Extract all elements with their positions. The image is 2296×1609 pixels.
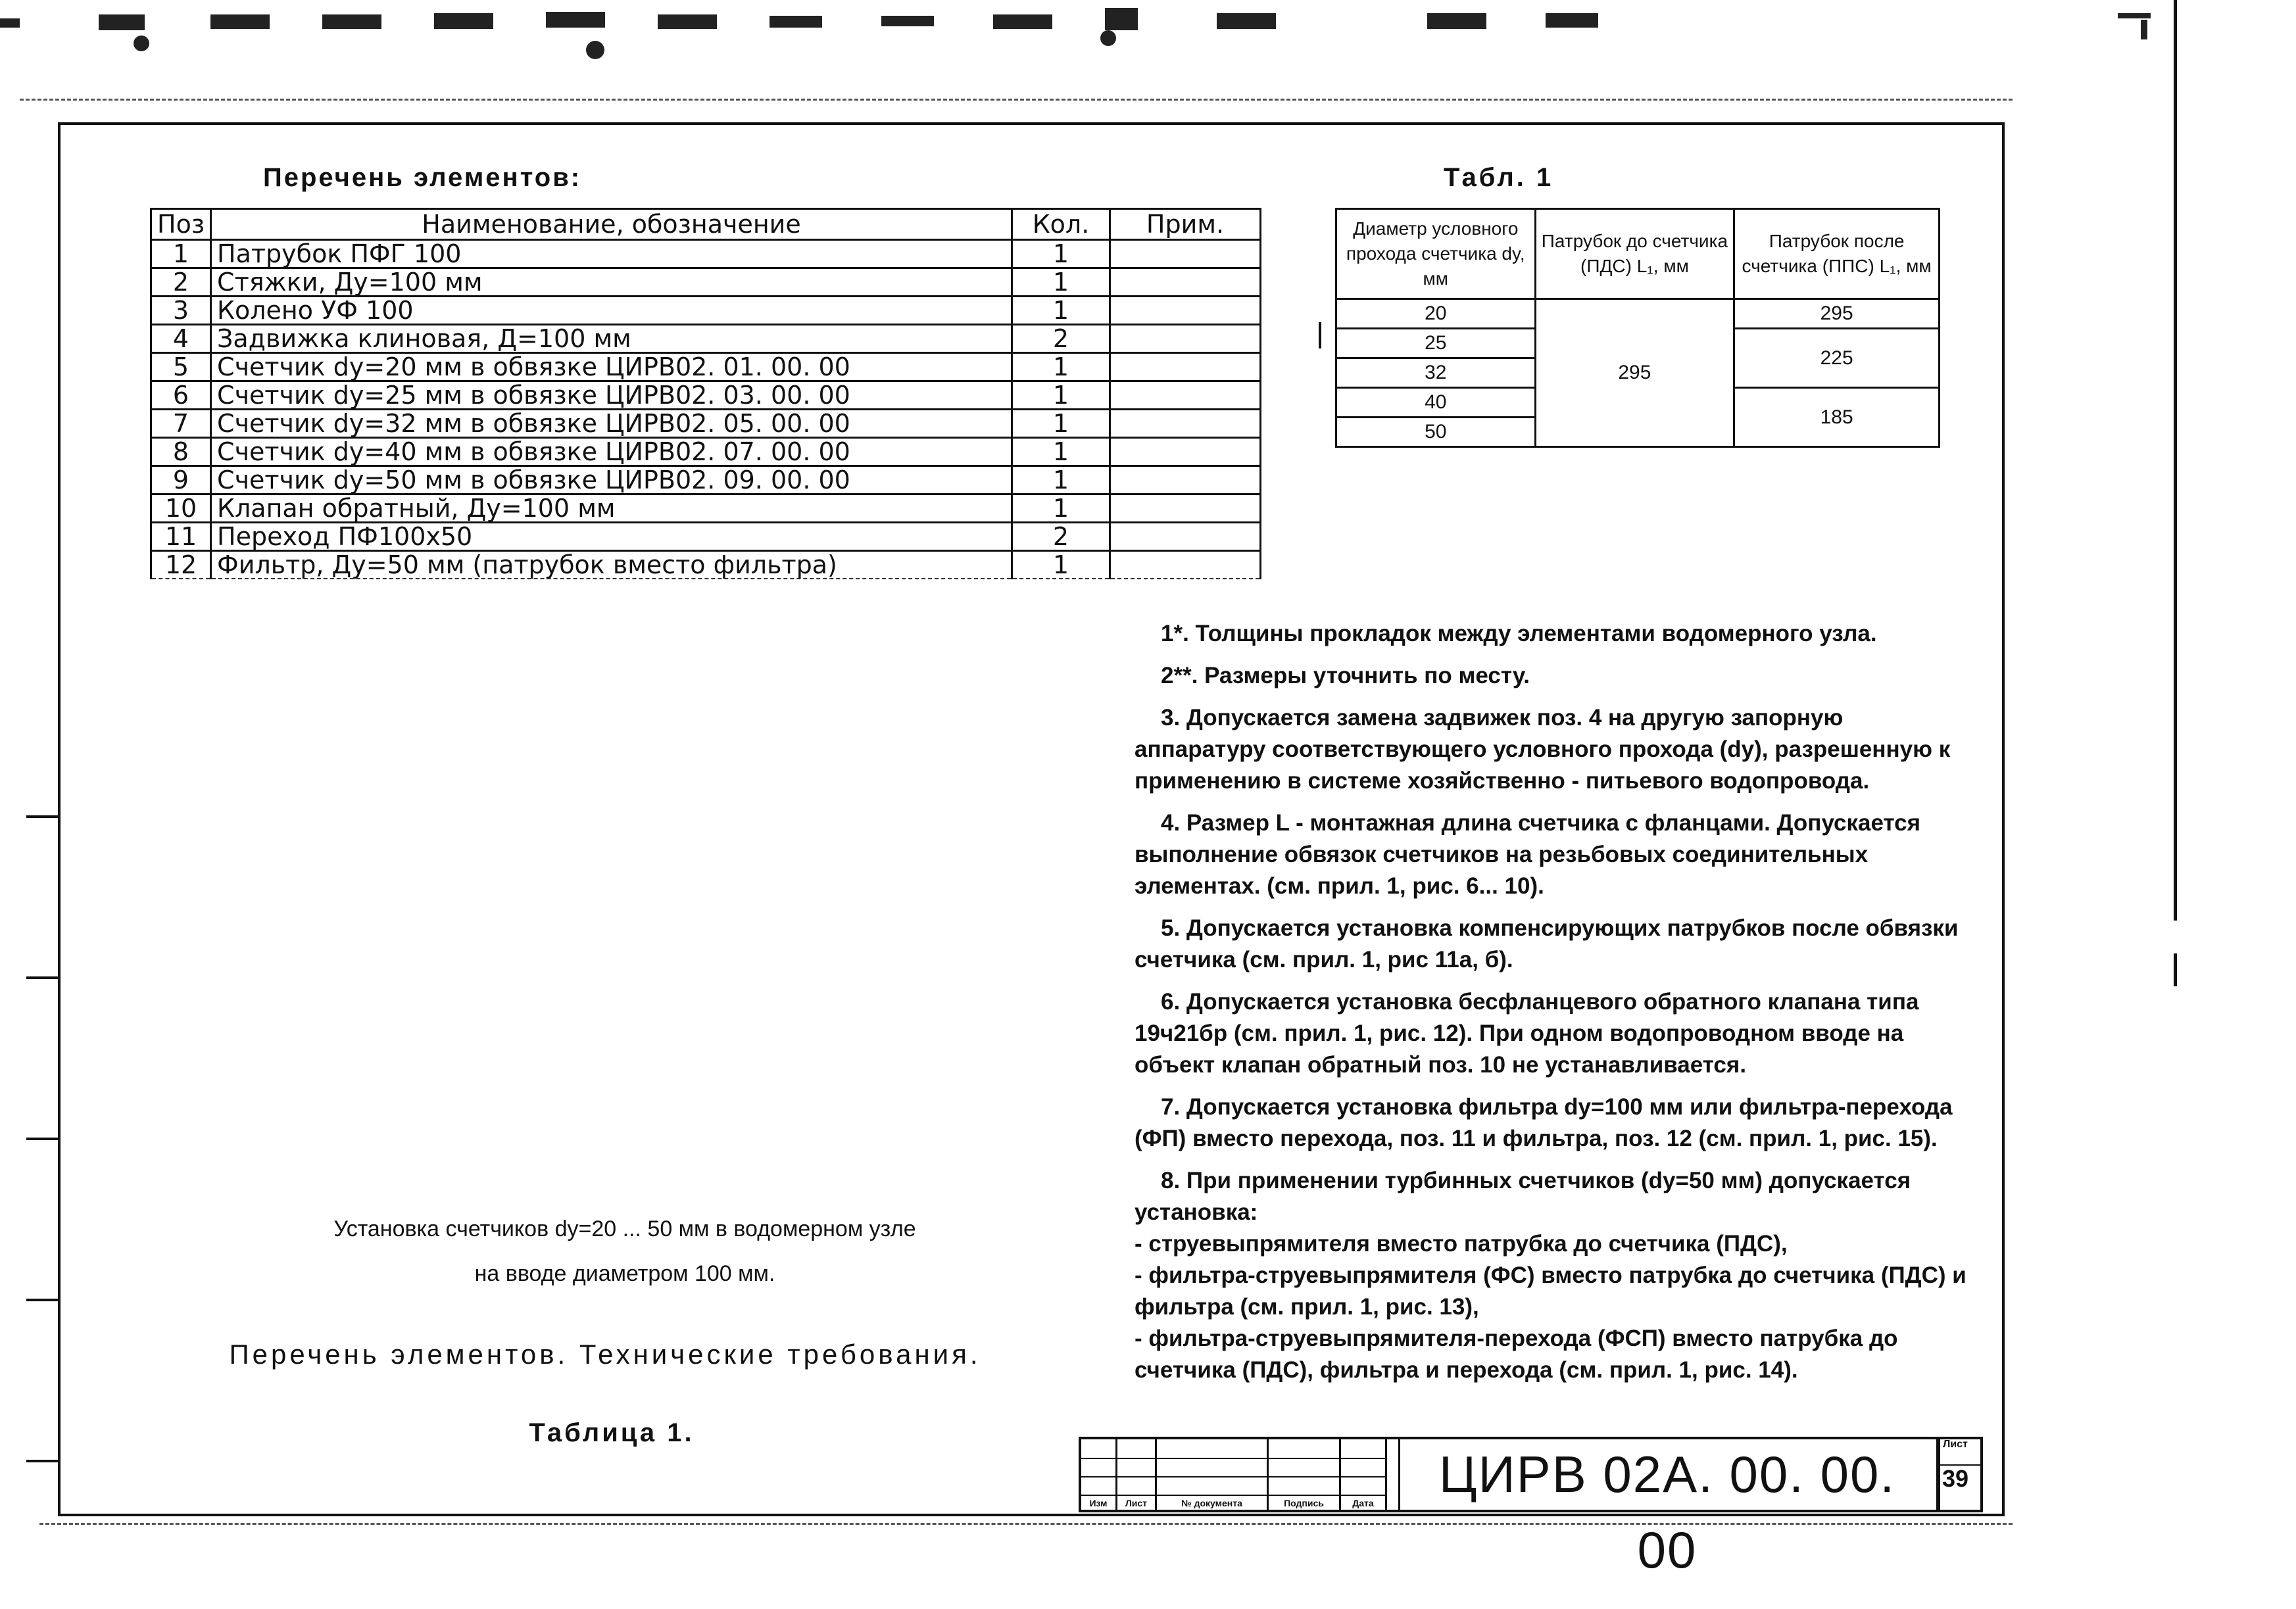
row-name: Счетчик dy=40 мм в обвязке ЦИРВ02. 07. 00. 00 [211, 438, 1012, 466]
col-qty-header: Кол. [1012, 209, 1110, 240]
table1-diameter-cell: 20 [1336, 299, 1536, 329]
sheet-label: Лист [1943, 1439, 1968, 1450]
row-name: Фильтр, Ду=50 мм (патрубок вместо фильтра) [211, 551, 1012, 579]
row-note [1110, 438, 1261, 466]
row-qty: 1 [1012, 297, 1110, 325]
row-qty: 1 [1012, 381, 1110, 410]
scan-dashed-line [20, 99, 2013, 101]
note-item: 3. Допускается замена задвижек поз. 4 на другую запорную аппаратуру соответствующего условного прохода (dy), разрешенную к применению в системе хозяйственно - питьевого водопровода. [1135, 705, 1951, 794]
table1-header-pds: Патрубок до счетчика (ПДС) L₁, мм [1535, 209, 1734, 299]
row-qty: 1 [1012, 438, 1110, 466]
elements-table [150, 208, 1261, 579]
row-name: Клапан обратный, Ду=100 мм [211, 494, 1012, 523]
row-qty: 2 [1012, 325, 1110, 353]
stamp-col [1081, 1439, 1117, 1510]
note-item: 8. При применении турбинных счетчиков (dy=50 мм) допускается установка: [1135, 1168, 1911, 1225]
row-note [1110, 466, 1261, 494]
note-subitem: - фильтра-струевыпрямителя (ФС) вместо патрубка до счетчика (ПДС) и фильтра (см. прил. 1, рис. 13), [1135, 1262, 1966, 1320]
caption-line: Установка счетчиков dy=20 ... 50 мм в водомерном узле [333, 1216, 916, 1241]
note-item: 4. Размер L - монтажная длина счетчика с фланцами. Допускается выполнение обвязок счетчиков на резьбовых соединительных элементах. (см. прил. 1, рис. 6... 10). [1135, 810, 1921, 899]
table-row [151, 240, 1261, 268]
row-name: Счетчик dy=50 мм в обвязке ЦИРВ02. 09. 00. 00 [211, 466, 1012, 494]
stamp-label: Дата [1352, 1498, 1374, 1508]
binding-tick [26, 1460, 58, 1462]
row-note [1110, 353, 1261, 381]
table1-pps-cell: 225 [1734, 329, 1940, 388]
table1-diameter-cell: 25 [1336, 329, 1536, 358]
table1-diameter-cell: 50 [1336, 418, 1536, 447]
row-name: Счетчик dy=25 мм в обвязке ЦИРВ02. 03. 00. 00 [211, 381, 1012, 410]
table-row [151, 268, 1261, 297]
table1-diameter-cell: 32 [1336, 358, 1536, 388]
document-code: ЦИРВ 02А. 00. 00. 00 [1438, 1445, 1896, 1579]
row-pos: 12 [151, 551, 211, 579]
row-qty: 1 [1012, 551, 1110, 579]
table-row [151, 297, 1261, 325]
table-row [151, 410, 1261, 438]
row-pos: 2 [151, 268, 211, 297]
row-note [1110, 494, 1261, 523]
technical-requirements [1135, 618, 1976, 1386]
row-pos: 3 [151, 297, 211, 325]
table1-title: Табл. 1 [1444, 163, 1554, 192]
row-pos: 10 [151, 494, 211, 523]
margin-mark [1319, 322, 1321, 348]
table1-pps-cell: 295 [1734, 299, 1940, 329]
row-pos: 8 [151, 438, 211, 466]
row-pos: 9 [151, 466, 211, 494]
table-row [151, 494, 1261, 523]
row-name: Переход ПФ100х50 [211, 523, 1012, 551]
elements-list-title: Перечень элементов: [263, 163, 582, 192]
row-pos: 11 [151, 523, 211, 551]
row-note [1110, 381, 1261, 410]
bottom-dashed-line [39, 1523, 2013, 1525]
table-row [151, 353, 1261, 381]
col-pos-header: Поз [151, 209, 211, 240]
row-note [1110, 240, 1261, 268]
sheet-number: 39 [1942, 1465, 1969, 1492]
row-note [1110, 523, 1261, 551]
stamp-row-line [1081, 1458, 1387, 1459]
scan-right-edge-line-2 [2174, 953, 2177, 986]
col-name-header: Наименование, обозначение [211, 209, 1012, 240]
row-note [1110, 410, 1261, 438]
binding-tick [26, 1138, 58, 1140]
scan-right-edge-line [2174, 0, 2177, 921]
row-note [1110, 297, 1261, 325]
stamp-row-line [1081, 1495, 1387, 1496]
scan-header-noise [0, 0, 2296, 72]
row-name: Счетчик dy=20 мм в обвязке ЦИРВ02. 01. 00. 00 [211, 353, 1012, 381]
table-row [151, 523, 1261, 551]
row-name: Стяжки, Ду=100 мм [211, 268, 1012, 297]
stamp-label: Подпись [1284, 1498, 1324, 1508]
note-item: 7. Допускается установка фильтра dy=100 мм или фильтра-перехода (ФП) вместо перехода, поз. 11 и фильтра, поз. 12 (см. прил. 1, рис. 15). [1135, 1094, 1953, 1151]
table1-diameter-cell: 40 [1336, 388, 1536, 418]
table-row [151, 438, 1261, 466]
stamp-col [1387, 1439, 1400, 1510]
stamp-row-line [1081, 1476, 1387, 1477]
row-qty: 1 [1012, 240, 1110, 268]
row-name: Счетчик dy=32 мм в обвязке ЦИРВ02. 05. 00. 00 [211, 410, 1012, 438]
binding-tick [26, 976, 58, 979]
table-row [151, 325, 1261, 353]
row-pos: 1 [151, 240, 211, 268]
caption-title: Перечень элементов. Технические требования. [229, 1339, 981, 1370]
caption-line: на вводе диаметром 100 мм. [474, 1261, 775, 1286]
row-qty: 1 [1012, 353, 1110, 381]
row-name: Колено УФ 100 [211, 297, 1012, 325]
col-note-header: Прим. [1110, 209, 1261, 240]
note-item: 2**. Размеры уточнить по месту. [1161, 663, 1530, 688]
elements-table-body [151, 240, 1261, 579]
table-row [151, 551, 1261, 579]
stamp-label: Изм [1089, 1498, 1108, 1508]
note-item: 5. Допускается установка компенсирующих патрубков после обвязки счетчика (см. прил. 1, рис 11а, б). [1135, 915, 1959, 973]
table1 [1335, 208, 1940, 448]
table1-pds-cell: 295 [1535, 299, 1734, 447]
stamp-col [1117, 1439, 1157, 1510]
row-note [1110, 325, 1261, 353]
row-qty: 1 [1012, 494, 1110, 523]
stamp-label: № документа [1181, 1498, 1242, 1508]
row-qty: 2 [1012, 523, 1110, 551]
stamp-col [1157, 1439, 1269, 1510]
row-name: Патрубок ПФГ 100 [211, 240, 1012, 268]
binding-tick [26, 1299, 58, 1301]
row-pos: 4 [151, 325, 211, 353]
stamp-col [1269, 1439, 1341, 1510]
row-qty: 1 [1012, 466, 1110, 494]
table-row [151, 381, 1261, 410]
stamp-label: Лист [1125, 1498, 1148, 1508]
binding-tick [26, 815, 58, 818]
row-note [1110, 551, 1261, 579]
table-row [151, 466, 1261, 494]
note-subitem: - струевыпрямителя вместо патрубка до счетчика (ПДС), [1135, 1231, 1788, 1257]
row-pos: 7 [151, 410, 211, 438]
row-note [1110, 268, 1261, 297]
table1-header-pps: Патрубок после счетчика (ППС) L₁, мм [1734, 209, 1940, 299]
table1-pps-cell: 185 [1734, 388, 1940, 447]
note-item: 1*. Толщины прокладок между элементами водомерного узла. [1161, 621, 1877, 646]
note-subitem: - фильтра-струевыпрямителя-перехода (ФСП) вместо патрубка до счетчика (ПДС), фильтра и перехода (см. прил. 1, рис. 14). [1135, 1326, 1898, 1383]
note-item: 6. Допускается установка бесфланцевого обратного клапана типа 19ч21бр (см. прил. 1, рис. 12). При одном водопроводном вводе на объект клапан обратный поз. 10 не устанавливается. [1135, 989, 1919, 1078]
caption-table-ref: Таблица 1. [529, 1418, 695, 1447]
row-pos: 5 [151, 353, 211, 381]
row-pos: 6 [151, 381, 211, 410]
table1-header-diameter: Диаметр условного прохода счетчика dy, мм [1336, 209, 1536, 299]
row-name: Задвижка клиновая, Д=100 мм [211, 325, 1012, 353]
stamp-col [1341, 1439, 1387, 1510]
row-qty: 1 [1012, 410, 1110, 438]
row-qty: 1 [1012, 268, 1110, 297]
